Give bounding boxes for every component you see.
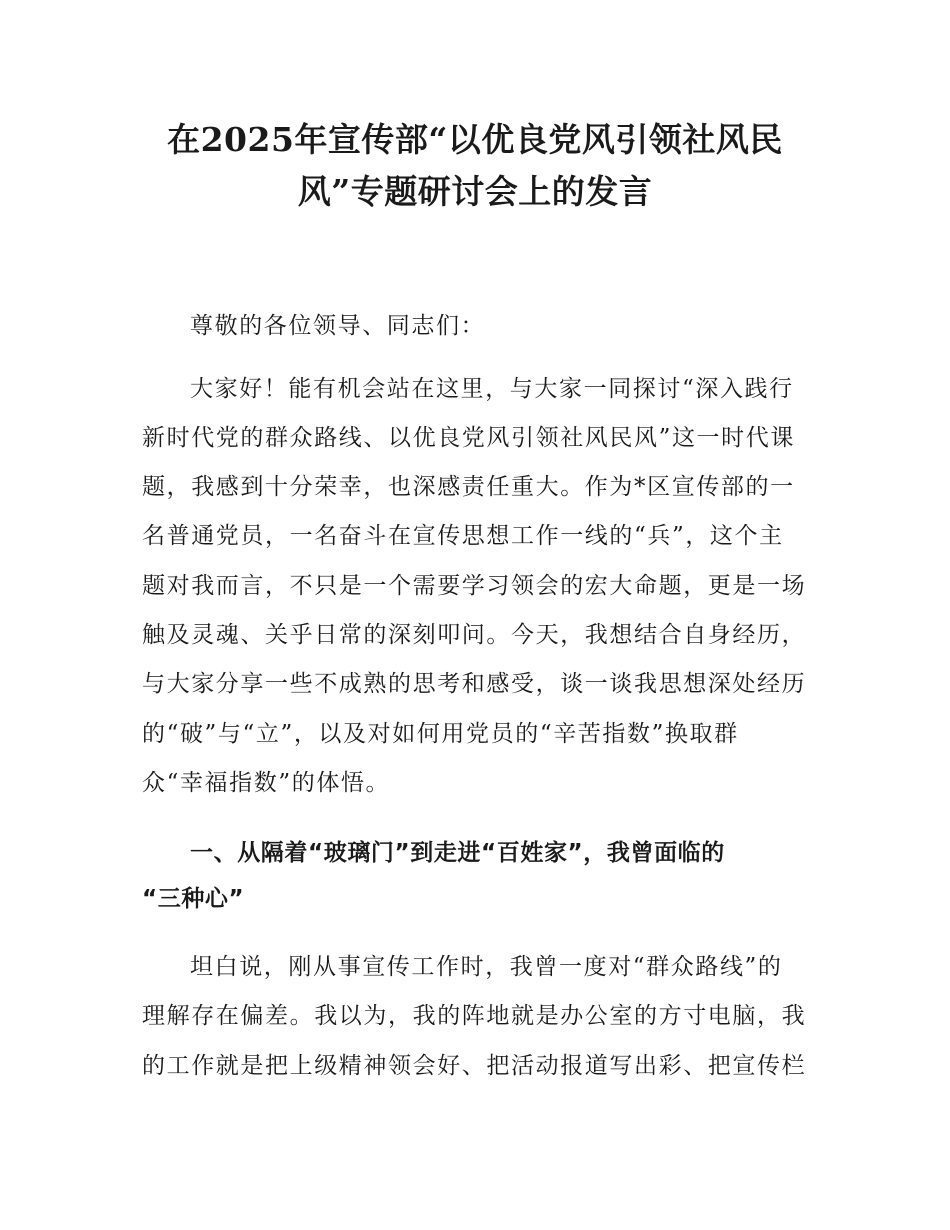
paragraph-1-line: 的“破”与“立”，以及对如何用党员的“辛苦指数”换取群 xyxy=(142,721,739,747)
document-title-line-1: 在2025年宣传部“以优良党风引领社风民 xyxy=(167,120,783,159)
section-heading-1-line: “三种心” xyxy=(142,886,245,912)
paragraph-2-line: 坦白说，刚从事宣传工作时，我曾一度对“群众路线”的 xyxy=(190,954,783,980)
paragraph-1-line: 与大家分享一些不成熟的思考和感受，谈一谈我思想深处经历 xyxy=(142,671,807,697)
document-title-line-2: 风”专题研讨会上的发言 xyxy=(297,172,653,211)
paragraph-1-line: 新时代党的群众路线、以优良党风引领社风民风”这一时代课 xyxy=(142,425,795,451)
section-heading-1-line: 一、从隔着“玻璃门”到走进“百姓家”，我曾面临的 xyxy=(190,840,725,866)
paragraph-2-line: 的工作就是把上级精神领会好、把活动报道写出彩、把宣传栏 xyxy=(142,1053,807,1079)
paragraph-1-line: 名普通党员，一名奋斗在宣传思想工作一线的“兵”，这个主 xyxy=(142,523,784,549)
paragraph-1-line: 触及灵魂、关乎日常的深刻叩问。今天，我想结合自身经历， xyxy=(142,622,807,648)
paragraph-2-line: 理解存在偏差。我以为，我的阵地就是办公室的方寸电脑，我 xyxy=(142,1003,807,1029)
salutation: 尊敬的各位领导、同志们： xyxy=(190,313,486,339)
paragraph-1-line: 众“幸福指数”的体悟。 xyxy=(142,770,391,796)
paragraph-1-line: 大家好！能有机会站在这里，与大家一同探讨“深入践行 xyxy=(190,376,794,402)
paragraph-1-line: 题，我感到十分荣幸，也深感责任重大。作为*区宣传部的一 xyxy=(142,474,795,500)
paragraph-1-line: 题对我而言，不只是一个需要学习领会的宏大命题，更是一场 xyxy=(142,573,807,599)
